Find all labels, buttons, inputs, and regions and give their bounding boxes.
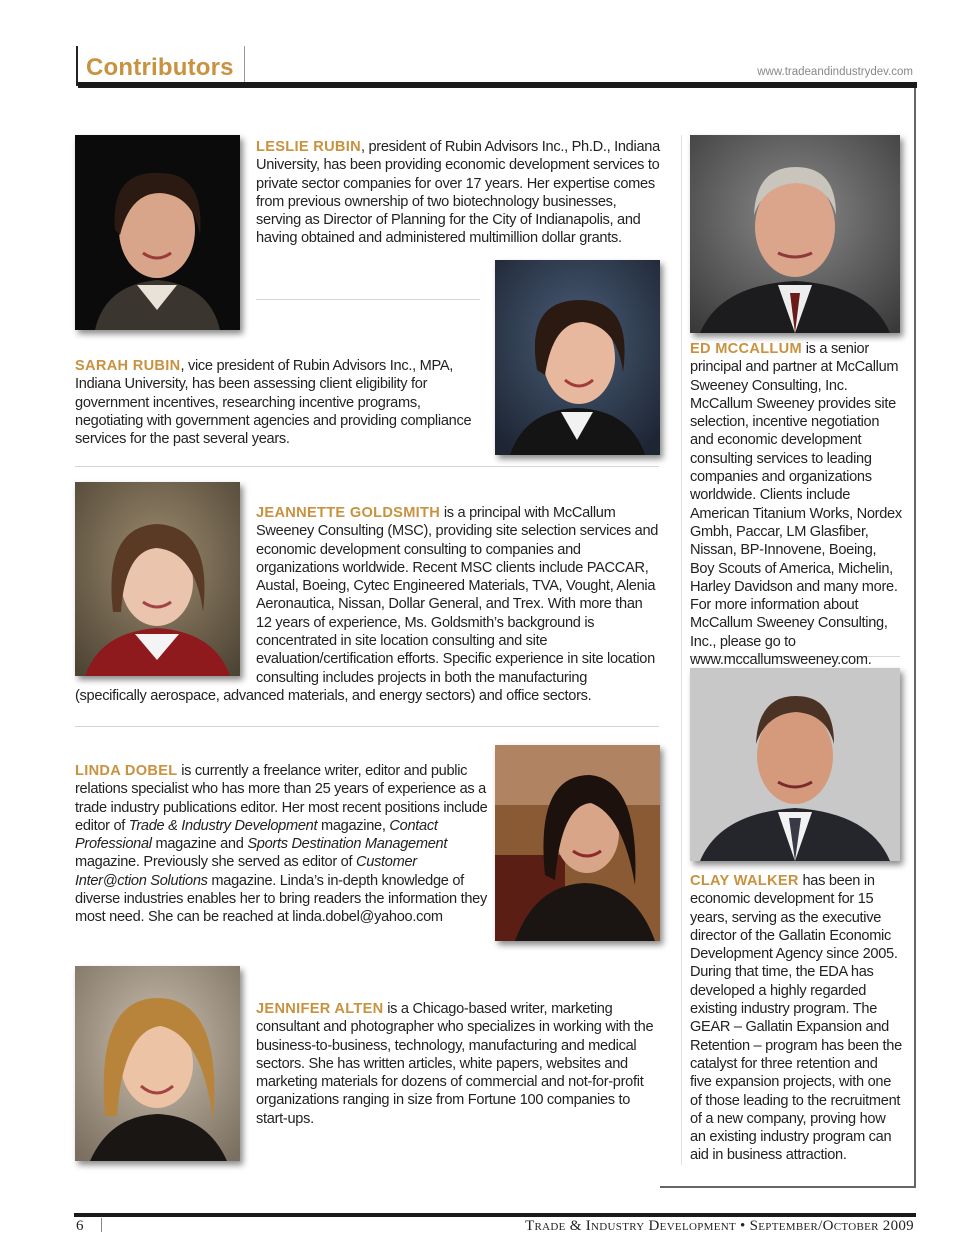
header-rule: [78, 82, 917, 88]
bio-linda-dobel: [75, 762, 489, 927]
bio-leslie-rubin: [256, 138, 660, 248]
publication-title: Customer Inter@ction Solutions: [75, 854, 417, 889]
photo-spacer: [75, 504, 256, 674]
publication-title: Sports Destination Management: [247, 836, 448, 853]
footer-rule: [74, 1213, 916, 1217]
bio-text: is currently a freelance writer, editor and public relations specialist who has more than 25 years of experience as a trade industry publications editor. Her most recent positions include editor of: [75, 763, 488, 834]
photo-leslie-rubin: [75, 135, 240, 330]
bio-text: magazine and: [151, 836, 248, 853]
bio-text: , vice president of Rubin Advisors Inc., MPA, Indiana University, has been assessing client eligibility for government incentives, researching incentive programs, negotiating with government agencies and providing compliance services for the past several years.: [75, 358, 472, 448]
site-url[interactable]: www.tradeandindustrydev.com: [757, 66, 913, 78]
contributor-name: LESLIE RUBIN: [256, 139, 361, 155]
bio-clay-walker: [690, 872, 902, 1165]
photo-ed-mccallum: [690, 135, 900, 333]
contributor-name: JEANNETTE GOLDSMITH: [256, 505, 441, 521]
page-frame-right: [914, 88, 916, 1188]
photo-jennifer-alten: [75, 966, 240, 1161]
bio-text: is a principal with McCallum Sweeney Consulting (MSC), providing site selection services and economic development consulting to companies and organizations worldwide. Recent MSC clients include PACCAR, Austal, Boeing, Cytec Engineered Materials, TVA, Vought, Alenia Aeronautica, Nissan, Dollar General, and Trex. With more than 12 years of experience, Ms. Goldsmith’s background is concentrated in site location consulting and site evaluation/certification efforts. Specific experience in site location consulting includes projects in both the manufacturing (specifically aerospace, advanced materials, and energy sectors) and office sectors.: [75, 505, 659, 704]
header-divider: [244, 46, 245, 82]
bio-text: magazine. Linda’s in-depth knowledge of diverse industries enables her to bring readers the information they most need. She can be reached at linda.dobel@yahoo.com: [75, 872, 487, 926]
photo-linda-dobel: [495, 745, 660, 941]
section-rule: [256, 299, 480, 300]
bio-text: is a Chicago-based writer, marketing consultant and photographer who specializes in working with the business-to-business, technology, manufacturing and medical sectors. She has written articles, white papers, websites and marketing materials for dozens of commercial and not-for-profit organizations ranging in size from Fortune 100 companies to start-ups.: [256, 1001, 654, 1127]
column-divider: [681, 135, 682, 1165]
page-frame-bottom: [660, 1186, 916, 1188]
bio-text: magazine. Previously she served as editor of: [75, 854, 356, 871]
photo-sarah-rubin: [495, 260, 660, 455]
publication-title: Trade & Industry Development: [128, 817, 318, 834]
bio-text: has been in economic development for 15 years, serving as the executive director of the Gallatin Economic Development Agency since 2005. During that time, the EDA has developed a highly regarded existing industry program. The GEAR – Gallatin Expansion and Retention – program has been the catalyst for three retention and five expansion projects, with one of those leading to the recruitment of a new company, proving how an existing industry program can aid in business attraction.: [690, 873, 902, 1164]
publication-footer: Trade & Industry Development • September/October 2009: [525, 1218, 914, 1234]
bio-jennifer-alten: [256, 1000, 660, 1128]
contributor-name: ED MCCALLUM: [690, 341, 802, 357]
contributor-name: JENNIFER ALTEN: [256, 1001, 384, 1017]
contributor-name: CLAY WALKER: [690, 873, 799, 889]
bio-ed-mccallum: [690, 340, 902, 669]
footer-divider: [101, 1218, 102, 1232]
bio-text: , president of Rubin Advisors Inc., Ph.D., Indiana University, has been providing economic development services to private sector companies for over 17 years. Her expertise comes from previous ownership of two biotechnology businesses, serving as Director of Planning for the City of Indianapolis, and having obtained and administered multimillion dollar grants.: [256, 139, 660, 247]
contributor-name: SARAH RUBIN: [75, 358, 181, 374]
section-rule: [75, 726, 659, 727]
bio-jeannette-goldsmith: [75, 504, 660, 705]
bio-sarah-rubin: [75, 357, 475, 448]
photo-clay-walker: [690, 668, 900, 861]
section-title: Contributors: [86, 54, 234, 81]
bio-text: magazine,: [317, 817, 390, 834]
page-number: 6: [76, 1218, 84, 1234]
contributor-name: LINDA DOBEL: [75, 763, 178, 779]
section-rule: [75, 466, 659, 467]
publication-title: Contact Professional: [75, 817, 438, 853]
header-tick: [76, 46, 78, 86]
bio-text: is a senior principal and partner at McCallum Sweeney Consulting, Inc. McCallum Sweeney provides site selection, incentive negotiation and economic development consulting services to leading companies and organizations worldwide. Clients include American Titanium Works, Nordex Gmbh, Paccar, LM Glasfiber, Nissan, BP-Innovene, Boeing, Boy Scouts of America, Michelin, Harley Davidson and many more. For more information about McCallum Sweeney Consulting, Inc., please go to www.mccallumsweeney.com.: [690, 341, 902, 669]
